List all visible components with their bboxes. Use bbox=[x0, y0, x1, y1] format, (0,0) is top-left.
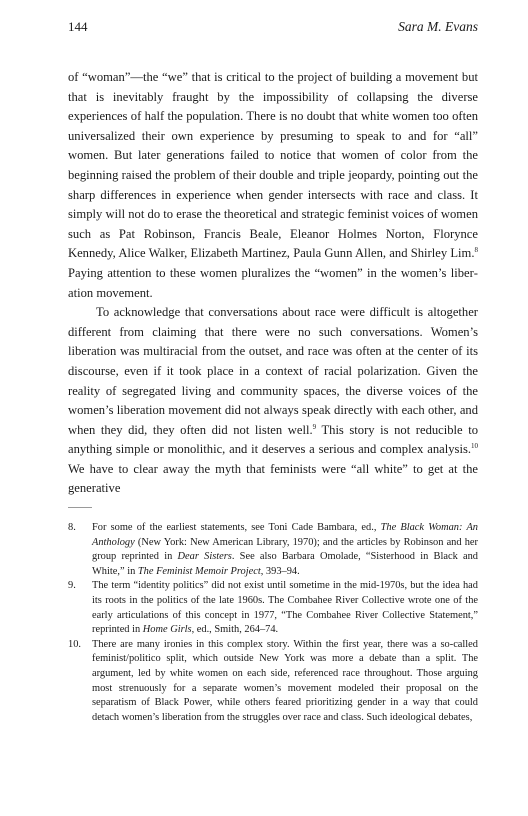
body-text bbox=[68, 68, 478, 499]
footnote-text: The term “identity politics” did not exist until sometime in the mid-1970s, but the idea had its roots in the politics of the late 1960s. The Combahee River Collective wrote one of the early articulations of this concept in 1977, “The Combahee River Collective Statement,” reprinted in bbox=[92, 580, 478, 636]
paragraph-1 bbox=[68, 68, 478, 303]
footnote-italic-title: Dear Sisters bbox=[177, 551, 232, 563]
paragraph-2-text-b: This story is not reducible to anything simple or monolithic, and it deserves a serious and complex analysis. bbox=[68, 422, 479, 457]
footnote-10 bbox=[68, 638, 478, 726]
paragraph-2-text-c: We have to clear away the myth that feminists were “all white” to get at the generative bbox=[68, 461, 478, 496]
paragraph-1-text-a: of “woman”—the “we” that is critical to the project of building a movement but that is inevitably fraught by the impossibility of collapsing the diverse experiences of half the population. There is no doubt that white women too often universalized their own experience by presuming to speak to and for “all” women. But later generations failed to notice that women of color from the beginning raised the problem of their double and triple jeopardy, pointing out the sharp differences in experience when gender intersects with race and class. It simply will not do to erase the theoretical and strategic feminist voices of women such as Pat Robinson, Francis Beale, Eleanor Holmes Norton, Florynce Kennedy, Alice Walker, Elizabeth Martinez, Paula Gunn Allen, and Shirley Lim. bbox=[68, 70, 478, 261]
footnote-number: 10. bbox=[68, 638, 81, 650]
page-number: 144 bbox=[68, 19, 88, 34]
footnote-text: (New York: New American Library, 1970); and the articles by Robinson and her group reprinted in bbox=[92, 536, 478, 563]
footnote-ref-9[interactable]: 9 bbox=[312, 422, 317, 431]
footnote-rule bbox=[68, 507, 92, 508]
paragraph-1-text-b: Paying attention to these women pluralizes the “women” in the women’s liberation movement. bbox=[68, 265, 478, 300]
footnote-8 bbox=[68, 521, 478, 579]
footnote-number: 8. bbox=[68, 522, 76, 533]
footnote-text: , 393–94. bbox=[260, 565, 300, 577]
footnote-italic-title: The Black Woman: An Anthology bbox=[92, 522, 478, 548]
footnote-9 bbox=[68, 579, 478, 637]
footnote-text: There are many ironies in this complex story. Within the first year, there was a so-called feminist/politico split, which outside New York was more a debate than a split. The argument, led by white women on each side, referenced race throughout. Those arguing most strenuously for a separate women’s movement modeled their proposal on the separatism of Black Power, while others feared prioritizing gender in a way that could detach women’s liberation from the struggles over race and class. Such ideological debates, bbox=[92, 638, 478, 723]
footnote-text: , ed., Smith, 264–74. bbox=[191, 624, 279, 636]
footnote-italic-title: Home Girls bbox=[142, 624, 192, 636]
paragraph-2-text-a: To acknowledge that conversations about race were difficult is altogether different from claiming that there were no such conversations. Women’s liberation was multiracial from the outset, and race was often at the center of its discourse, even if it took place in a context of racial polarization. Given the reality of segregated living and community spaces, the diverse voices of the women’s liberation movement did not always speak directly with each other, and when they did, they often did not listen well. bbox=[68, 305, 478, 437]
footnote-ref-8[interactable]: 8 bbox=[474, 246, 478, 255]
footnote-italic-title: The Feminist Memoir Project bbox=[137, 565, 261, 577]
footnote-ref-10[interactable]: 10 bbox=[471, 442, 478, 451]
footnotes bbox=[68, 521, 478, 725]
footnote-text: For some of the earliest statements, see Toni Cade Bambara, ed., bbox=[92, 522, 381, 533]
running-title: Sara M. Evans bbox=[398, 19, 478, 34]
footnote-number: 9. bbox=[68, 580, 76, 592]
running-head bbox=[68, 19, 478, 37]
footnote-text: . See also Barbara Omolade, “Sisterhood in Black and White,” in bbox=[92, 551, 478, 577]
paragraph-2 bbox=[68, 303, 478, 499]
